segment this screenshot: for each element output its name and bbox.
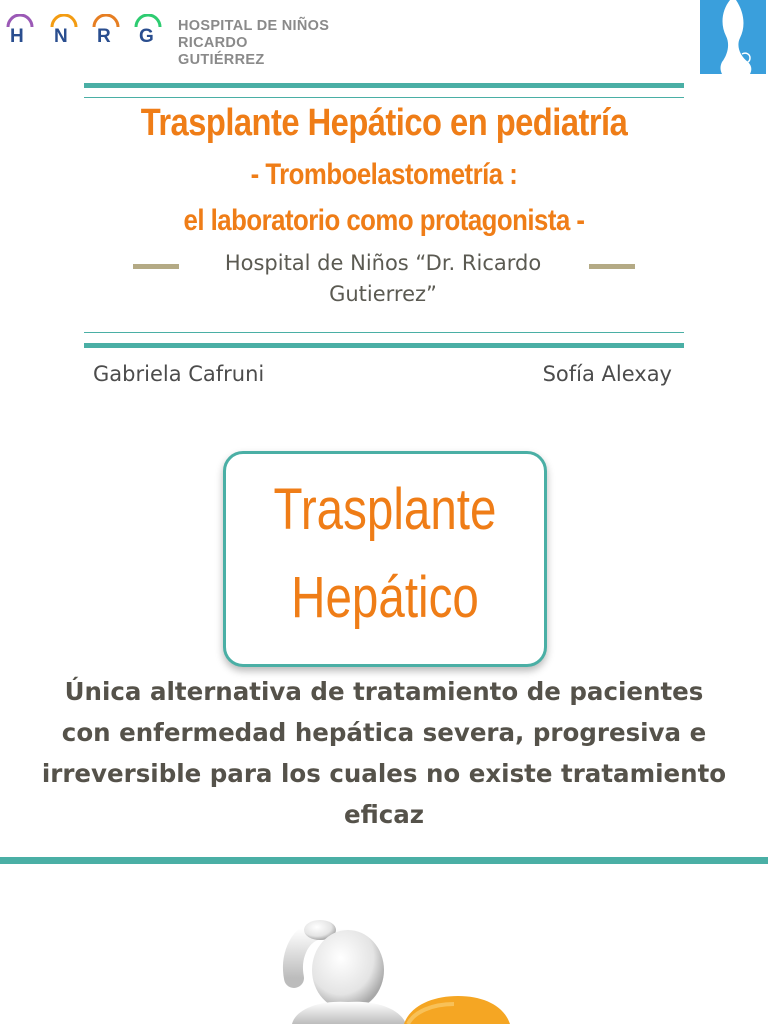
hospital-name-line2: RICARDO GUTIÉRREZ (178, 35, 265, 68)
author-right: Sofía Alexay (542, 362, 672, 386)
author-left: Gabriela Cafruni (93, 362, 265, 386)
divider (84, 97, 684, 98)
divider (84, 343, 684, 348)
subtitle-line2: el laboratorio como protagonista - (183, 204, 585, 237)
decorative-dash (589, 264, 635, 269)
main-title: Trasplante Hepático en pediatría (140, 102, 628, 144)
logo-letter: R (97, 26, 111, 47)
head-silhouette-icon (700, 0, 766, 74)
subtitle-line1: - Tromboelastometría : (250, 158, 518, 191)
logo-letter: N (54, 26, 68, 47)
hospital-name-line1: HOSPITAL DE NIÑOS (178, 18, 330, 34)
highlight-box-line1: Trasplante (273, 477, 497, 542)
hospital-name (178, 18, 336, 69)
decorative-dash (133, 264, 179, 269)
divider (84, 332, 684, 333)
divider (84, 83, 684, 88)
logo-letter: G (139, 26, 154, 47)
description-text: Única alternativa de tratamiento de pacientes con enfermedad hepática severa, progresiva e irreversible para los cuales no existe tratamiento eficaz (41, 677, 727, 829)
highlight-box-line2: Hepático (291, 565, 479, 630)
divider (0, 857, 768, 864)
highlight-box (223, 451, 547, 667)
institution-name: Hospital de Niños “Dr. Ricardo Gutierrez” (224, 251, 542, 306)
thinking-person-icon (232, 908, 552, 1024)
hospital-logo (6, 12, 336, 68)
logo-letter: H (10, 26, 24, 47)
